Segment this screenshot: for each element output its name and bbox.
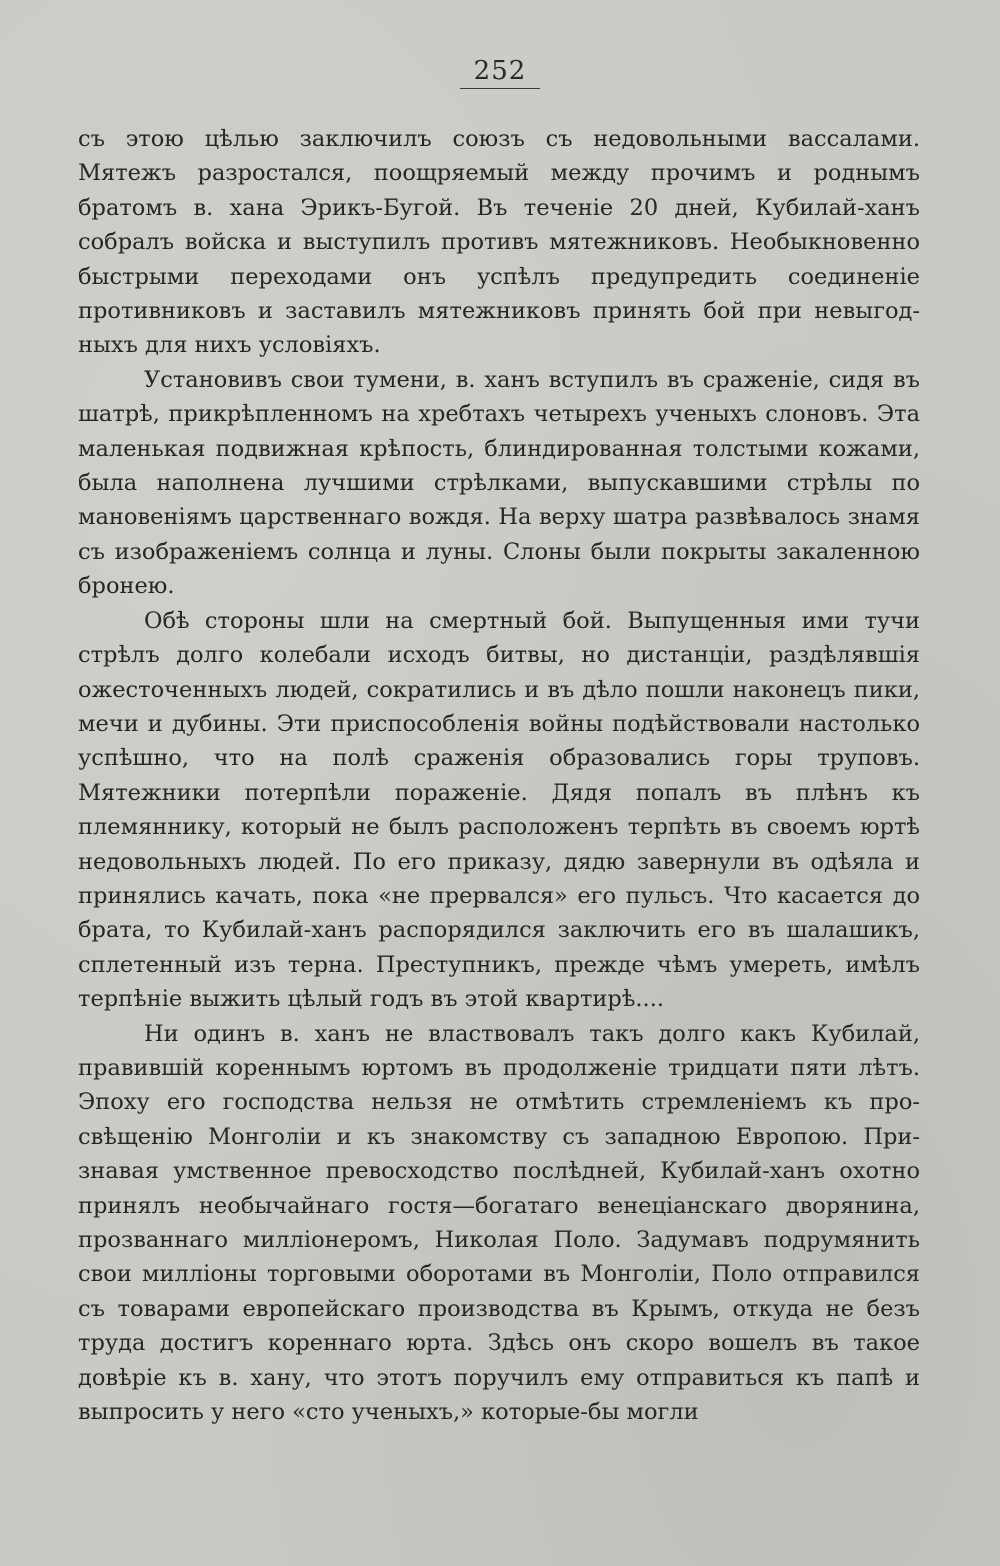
paragraph-2: Установивъ свои тумени, в. ханъ вступилъ въ сраженіе, сидя въ шатрѣ, прикрѣпленномъ на хребтахъ четырехъ ученыхъ слоновъ. Эта маленькая подвижная крѣпость, блиндированная толстыми кожами, была наполнена лучшими стрѣлками, выпускавшими стрѣлы по мановеніямъ царственнаго вождя. На верху шатра развѣвалось знамя съ изображеніемъ солнца и луны. Слоны были покрыты закаленною бронею. (78, 366, 920, 600)
text-body (78, 122, 920, 1429)
paragraph-4: Ни одинъ в. ханъ не властвовалъ такъ долго какъ Кубилай, правившій кореннымъ юртомъ въ продолженіе тридцати пяти лѣтъ. Эпоху его господства нельзя не отмѣтить стремленіемъ къ просвѣщенію Монголіи и къ знакомству съ западною Европою. Признавая умственное превосходство послѣдней, Кубилай-ханъ охотно принялъ необычайнаго гостя—богатаго венеціанскаго дворянина, прозваннаго милліонеромъ, Николая Поло. Задумавъ подрумянить свои милліоны торговыми оборотами въ Монголіи, Поло отправился съ товарами европейскаго производства въ Крымъ, откуда не безъ труда достигъ кореннаго юрта. Здѣсь онъ скоро вошелъ въ такое довѣріе къ в. хану, что этотъ поручилъ ему отправиться къ папѣ и выпросить у него «сто ученыхъ,» которые-бы могли (78, 1020, 920, 1426)
page-number (0, 56, 1000, 89)
paragraph-1: съ этою цѣлью заключилъ союзъ съ недовольными вассалами. Мятежъ разростался, поощряемый между прочимъ и роднымъ братомъ в. хана Эрикъ-Бугой. Въ теченіе 20 дней, Кубилай-ханъ собралъ войска и выступилъ противъ мятежниковъ. Необыкновенно быстрыми переходами онъ успѣлъ предупредить соединеніе противниковъ и заставилъ мятежниковъ принять бой при невыгодныхъ для нихъ условіяхъ. (78, 126, 920, 359)
paragraph-3: Обѣ стороны шли на смертный бой. Выпущенныя ими тучи стрѣлъ долго колебали исходъ битвы, но дистанціи, раздѣлявшія ожесточенныхъ людей, сократились и въ дѣло пошли наконецъ пики, мечи и дубины. Эти приспособленія войны подѣйствовали настолько успѣшно, что на полѣ сраженія образовались горы труповъ. Мятежники потерпѣли пораженіе. Дядя попалъ въ плѣнъ къ племяннику, который не былъ расположенъ терпѣть въ своемъ юртѣ недовольныхъ людей. По его приказу, дядю завернули въ одѣяла и принялись качать, пока «не прервался» его пульсъ. Что касается до брата, то Кубилай-ханъ распорядился заключить его въ шалашикъ, сплетенный изъ терна. Преступникъ, прежде чѣмъ умереть, имѣлъ терпѣніе выжить цѣлый годъ въ этой квартирѣ.... (78, 607, 920, 1013)
page-number-text: 252 (460, 56, 541, 89)
